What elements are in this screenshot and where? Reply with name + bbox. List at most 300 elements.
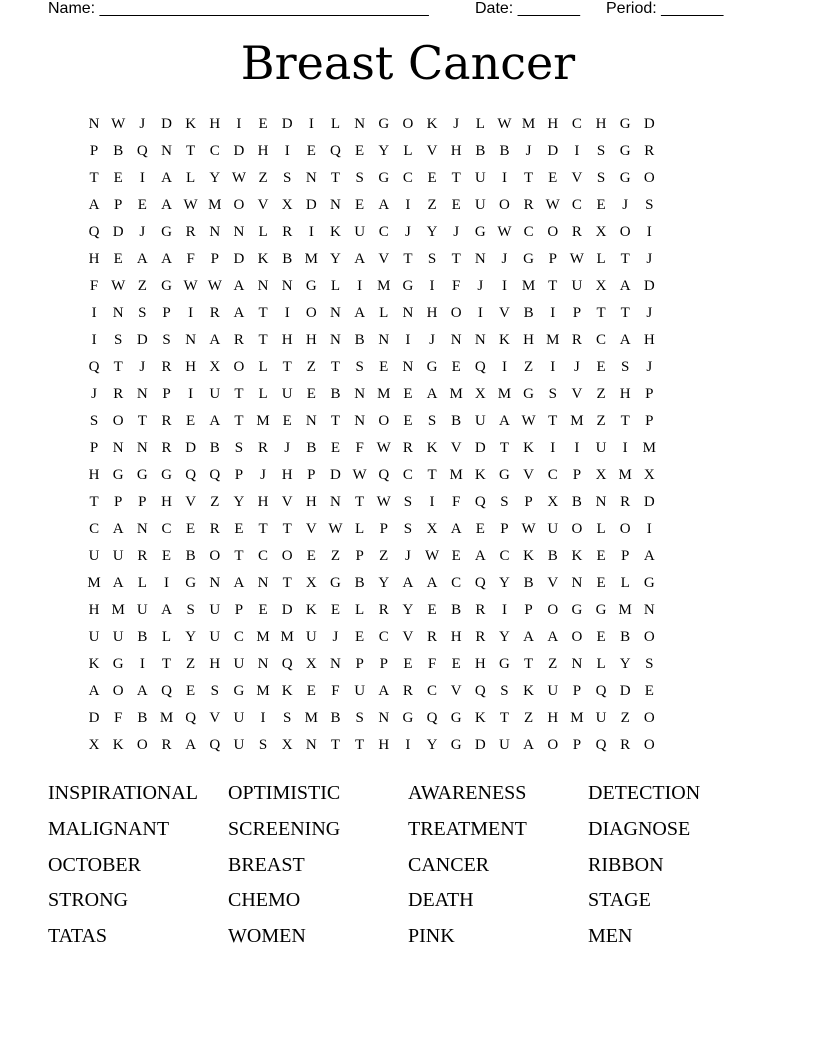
grid-letter[interactable]: I xyxy=(550,305,556,321)
grid-letter[interactable]: B xyxy=(523,575,534,591)
grid-letter[interactable]: C xyxy=(523,224,534,240)
grid-letter[interactable]: O xyxy=(619,521,631,537)
grid-letter[interactable]: A xyxy=(426,575,438,591)
grid-letter[interactable]: X xyxy=(547,494,559,510)
grid-letter[interactable]: Y xyxy=(330,251,341,267)
grid-letter[interactable]: D xyxy=(643,116,655,132)
grid-letter[interactable]: T xyxy=(282,575,292,591)
grid-letter[interactable]: G xyxy=(185,575,197,591)
grid-letter[interactable]: N xyxy=(354,116,366,132)
grid-letter[interactable]: D xyxy=(474,440,486,456)
grid-letter[interactable]: Q xyxy=(209,737,221,753)
grid-letter[interactable]: M xyxy=(449,386,463,402)
grid-letter[interactable]: H xyxy=(209,656,221,672)
grid-letter[interactable]: H xyxy=(281,467,293,483)
grid-letter[interactable]: W xyxy=(231,170,246,186)
grid-letter[interactable]: M xyxy=(546,332,560,348)
grid-letter[interactable]: E xyxy=(113,251,123,267)
grid-letter[interactable]: H xyxy=(305,494,317,510)
grid-letter[interactable]: U xyxy=(233,656,245,672)
grid-letter[interactable]: W xyxy=(497,116,512,132)
grid-letter[interactable]: E xyxy=(475,521,485,537)
grid-letter[interactable]: P xyxy=(645,386,654,402)
grid-letter[interactable]: H xyxy=(88,602,100,618)
grid-letter[interactable]: X xyxy=(209,359,221,375)
grid-letter[interactable]: O xyxy=(547,224,559,240)
grid-letter[interactable]: G xyxy=(499,467,510,483)
grid-letter[interactable]: E xyxy=(282,413,292,429)
grid-letter[interactable]: M xyxy=(256,629,270,645)
grid-letter[interactable]: A xyxy=(354,251,366,267)
grid-letter[interactable]: H xyxy=(547,116,559,132)
grid-letter[interactable]: Q xyxy=(136,143,148,159)
grid-letter[interactable]: A xyxy=(619,278,631,294)
grid-letter[interactable]: A xyxy=(402,575,414,591)
grid-letter[interactable]: Q xyxy=(281,656,293,672)
grid-letter[interactable]: R xyxy=(113,386,124,402)
grid-letter[interactable]: M xyxy=(377,386,391,402)
grid-letter[interactable]: I xyxy=(646,224,652,240)
grid-letter[interactable]: Q xyxy=(378,467,390,483)
grid-letter[interactable]: T xyxy=(548,278,558,294)
grid-letter[interactable]: C xyxy=(402,170,413,186)
grid-letter[interactable]: T xyxy=(620,305,630,321)
grid-letter[interactable]: I xyxy=(284,305,290,321)
grid-letter[interactable]: G xyxy=(402,710,414,726)
grid-letter[interactable]: Y xyxy=(499,575,510,591)
grid-letter[interactable]: P xyxy=(114,494,123,510)
grid-letter[interactable]: R xyxy=(402,440,413,456)
grid-letter[interactable]: E xyxy=(355,629,365,645)
grid-letter[interactable]: S xyxy=(162,332,171,348)
grid-letter[interactable]: P xyxy=(524,602,533,618)
grid-letter[interactable]: U xyxy=(281,386,293,402)
grid-letter[interactable]: B xyxy=(354,575,365,591)
grid-letter[interactable]: A xyxy=(354,305,366,321)
grid-letter[interactable]: G xyxy=(499,656,510,672)
grid-letter[interactable]: E xyxy=(644,683,654,699)
grid-letter[interactable]: J xyxy=(332,629,339,645)
grid-letter[interactable]: U xyxy=(233,737,245,753)
grid-letter[interactable]: R xyxy=(402,683,413,699)
grid-letter[interactable]: R xyxy=(233,332,244,348)
grid-letter[interactable]: A xyxy=(450,521,462,537)
grid-letter[interactable]: E xyxy=(596,359,606,375)
grid-letter[interactable]: Q xyxy=(426,710,438,726)
grid-letter[interactable]: R xyxy=(282,224,293,240)
grid-letter[interactable]: Z xyxy=(330,548,341,564)
grid-letter[interactable]: P xyxy=(645,413,654,429)
grid-letter[interactable]: W xyxy=(207,278,222,294)
grid-letter[interactable]: Z xyxy=(137,278,147,294)
grid-letter[interactable]: E xyxy=(379,359,389,375)
grid-letter[interactable]: I xyxy=(429,494,435,510)
grid-letter[interactable]: M xyxy=(159,710,174,726)
grid-letter[interactable]: T xyxy=(258,332,268,348)
grid-letter[interactable]: L xyxy=(258,224,268,240)
grid-letter[interactable]: G xyxy=(523,386,535,402)
grid-letter[interactable]: X xyxy=(305,575,317,591)
grid-letter[interactable]: G xyxy=(595,602,607,618)
grid-letter[interactable]: I xyxy=(236,116,242,132)
grid-letter[interactable]: X xyxy=(474,386,486,402)
grid-letter[interactable]: M xyxy=(304,251,318,267)
grid-letter[interactable]: N xyxy=(330,656,341,672)
grid-letter[interactable]: O xyxy=(209,548,221,564)
grid-letter[interactable]: V xyxy=(499,305,510,321)
grid-letter[interactable]: L xyxy=(620,575,630,591)
grid-letter[interactable]: N xyxy=(209,575,221,591)
grid-letter[interactable]: O xyxy=(402,116,414,132)
grid-letter[interactable]: W xyxy=(569,251,584,267)
grid-letter[interactable]: U xyxy=(595,440,607,456)
grid-letter[interactable]: T xyxy=(499,440,510,456)
grid-letter[interactable]: N xyxy=(305,413,317,429)
grid-letter[interactable]: Q xyxy=(474,575,486,591)
grid-letter[interactable]: L xyxy=(596,251,606,267)
grid-letter[interactable]: E xyxy=(596,575,606,591)
grid-letter[interactable]: W xyxy=(376,494,391,510)
grid-letter[interactable]: J xyxy=(525,143,532,159)
grid-letter[interactable]: Y xyxy=(378,143,390,159)
grid-letter[interactable]: T xyxy=(258,305,268,321)
grid-letter[interactable]: H xyxy=(474,656,486,672)
grid-letter[interactable]: I xyxy=(91,332,97,348)
grid-letter[interactable]: C xyxy=(451,575,462,591)
grid-letter[interactable]: G xyxy=(112,656,124,672)
grid-letter[interactable]: E xyxy=(234,521,244,537)
grid-letter[interactable]: C xyxy=(233,629,244,645)
grid-letter[interactable]: M xyxy=(256,413,270,429)
grid-letter[interactable]: Y xyxy=(209,170,221,186)
grid-letter[interactable]: A xyxy=(233,305,245,321)
grid-letter[interactable]: U xyxy=(209,386,221,402)
grid-letter[interactable]: S xyxy=(403,521,413,537)
grid-letter[interactable]: Y xyxy=(185,629,197,645)
grid-letter[interactable]: F xyxy=(186,251,195,267)
grid-letter[interactable]: I xyxy=(405,197,411,213)
grid-letter[interactable]: T xyxy=(282,359,292,375)
grid-letter[interactable]: T xyxy=(234,413,244,429)
grid-letter[interactable]: P xyxy=(620,548,630,564)
grid-letter[interactable]: E xyxy=(451,359,461,375)
grid-letter[interactable]: U xyxy=(474,413,486,429)
grid-letter[interactable]: T xyxy=(330,413,341,429)
grid-letter[interactable]: N xyxy=(330,305,341,321)
grid-letter[interactable]: Q xyxy=(474,359,486,375)
grid-letter[interactable]: V xyxy=(305,521,317,537)
grid-letter[interactable]: L xyxy=(258,359,268,375)
grid-letter[interactable]: P xyxy=(572,305,582,321)
grid-letter[interactable]: V xyxy=(257,197,269,213)
grid-letter[interactable]: A xyxy=(185,737,197,753)
grid-letter[interactable]: S xyxy=(645,197,654,213)
grid-letter[interactable]: N xyxy=(305,737,317,753)
grid-letter[interactable]: R xyxy=(571,332,582,348)
grid-letter[interactable]: C xyxy=(378,629,389,645)
grid-letter[interactable]: A xyxy=(161,197,172,213)
grid-letter[interactable]: N xyxy=(450,332,462,348)
grid-letter[interactable]: N xyxy=(354,386,366,402)
grid-letter[interactable]: R xyxy=(137,548,148,564)
grid-letter[interactable]: A xyxy=(88,197,100,213)
grid-letter[interactable]: J xyxy=(260,467,266,483)
grid-letter[interactable]: E xyxy=(355,143,365,159)
grid-letter[interactable]: N xyxy=(571,575,583,591)
grid-letter[interactable]: N xyxy=(378,332,390,348)
grid-letter[interactable]: U xyxy=(88,629,100,645)
grid-letter[interactable]: O xyxy=(643,710,655,726)
grid-letter[interactable]: A xyxy=(643,548,655,564)
grid-letter[interactable]: G xyxy=(474,224,486,240)
grid-letter[interactable]: L xyxy=(475,116,485,132)
grid-letter[interactable]: T xyxy=(137,413,147,429)
grid-letter[interactable]: O xyxy=(571,629,583,645)
grid-letter[interactable]: M xyxy=(521,116,536,132)
grid-letter[interactable]: D xyxy=(136,332,148,348)
grid-letter[interactable]: B xyxy=(330,386,341,402)
grid-letter[interactable]: B xyxy=(620,629,631,645)
grid-letter[interactable]: I xyxy=(574,440,580,456)
grid-letter[interactable]: E xyxy=(330,440,341,456)
grid-letter[interactable]: J xyxy=(453,224,460,240)
grid-letter[interactable]: I xyxy=(550,359,556,375)
grid-letter[interactable]: P xyxy=(89,440,99,456)
grid-letter[interactable]: I xyxy=(501,278,507,294)
grid-letter[interactable]: A xyxy=(161,602,172,618)
grid-letter[interactable]: H xyxy=(257,494,269,510)
grid-letter[interactable]: O xyxy=(643,170,655,186)
grid-letter[interactable]: N xyxy=(161,143,172,159)
grid-letter[interactable]: R xyxy=(620,737,631,753)
grid-letter[interactable]: I xyxy=(308,116,314,132)
grid-letter[interactable]: H xyxy=(88,251,100,267)
grid-letter[interactable]: Z xyxy=(210,494,220,510)
grid-letter[interactable]: K xyxy=(523,683,535,699)
grid-letter[interactable]: I xyxy=(501,602,507,618)
grid-letter[interactable]: S xyxy=(548,386,557,402)
grid-letter[interactable]: W xyxy=(545,197,560,213)
grid-letter[interactable]: O xyxy=(305,305,317,321)
grid-letter[interactable]: A xyxy=(112,521,124,537)
grid-letter[interactable]: T xyxy=(330,359,341,375)
grid-letter[interactable]: V xyxy=(523,467,535,483)
grid-letter[interactable]: O xyxy=(112,413,124,429)
grid-letter[interactable]: G xyxy=(112,467,124,483)
grid-letter[interactable]: R xyxy=(523,197,534,213)
grid-letter[interactable]: B xyxy=(306,440,317,456)
grid-letter[interactable]: M xyxy=(618,467,632,483)
grid-letter[interactable]: K xyxy=(112,737,124,753)
grid-letter[interactable]: X xyxy=(281,737,293,753)
grid-letter[interactable]: H xyxy=(281,332,293,348)
grid-letter[interactable]: N xyxy=(112,440,124,456)
grid-letter[interactable]: V xyxy=(450,683,462,699)
grid-letter[interactable]: G xyxy=(426,359,438,375)
grid-letter[interactable]: F xyxy=(427,656,437,672)
grid-letter[interactable]: G xyxy=(643,575,655,591)
grid-letter[interactable]: G xyxy=(305,278,317,294)
grid-letter[interactable]: U xyxy=(233,710,245,726)
grid-letter[interactable]: I xyxy=(91,305,97,321)
grid-letter[interactable]: U xyxy=(305,629,317,645)
grid-letter[interactable]: U xyxy=(547,521,559,537)
grid-letter[interactable]: N xyxy=(88,116,100,132)
grid-letter[interactable]: G xyxy=(161,278,172,294)
grid-letter[interactable]: D xyxy=(305,197,317,213)
grid-letter[interactable]: C xyxy=(209,143,220,159)
grid-letter[interactable]: W xyxy=(376,440,391,456)
grid-letter[interactable]: K xyxy=(474,467,486,483)
grid-letter[interactable]: N xyxy=(257,656,269,672)
grid-letter[interactable]: L xyxy=(403,143,413,159)
grid-letter[interactable]: U xyxy=(571,278,583,294)
grid-letter[interactable]: W xyxy=(111,278,126,294)
grid-letter[interactable]: R xyxy=(475,602,486,618)
grid-letter[interactable]: T xyxy=(113,359,123,375)
grid-letter[interactable]: N xyxy=(112,305,124,321)
grid-letter[interactable]: R xyxy=(161,413,172,429)
grid-letter[interactable]: Q xyxy=(330,143,341,159)
grid-letter[interactable]: T xyxy=(282,521,292,537)
grid-letter[interactable]: D xyxy=(185,440,197,456)
grid-letter[interactable]: H xyxy=(450,143,462,159)
grid-letter[interactable]: A xyxy=(136,683,148,699)
grid-letter[interactable]: P xyxy=(572,467,582,483)
grid-letter[interactable]: P xyxy=(162,386,171,402)
grid-letter[interactable]: S xyxy=(283,170,292,186)
grid-letter[interactable]: A xyxy=(136,251,148,267)
grid-letter[interactable]: S xyxy=(596,143,606,159)
grid-letter[interactable]: U xyxy=(354,224,366,240)
grid-letter[interactable]: E xyxy=(355,197,365,213)
grid-letter[interactable]: S xyxy=(283,710,292,726)
grid-letter[interactable]: S xyxy=(258,737,268,753)
grid-letter[interactable]: B xyxy=(209,440,220,456)
grid-letter[interactable]: B xyxy=(523,305,534,321)
grid-letter[interactable]: E xyxy=(306,683,316,699)
grid-letter[interactable]: X xyxy=(426,521,438,537)
grid-letter[interactable]: B xyxy=(571,494,582,510)
grid-letter[interactable]: O xyxy=(619,224,631,240)
grid-letter[interactable]: J xyxy=(646,359,653,375)
grid-letter[interactable]: U xyxy=(112,548,124,564)
grid-letter[interactable]: I xyxy=(646,521,652,537)
grid-letter[interactable]: T xyxy=(234,548,244,564)
grid-letter[interactable]: N xyxy=(474,251,486,267)
grid-letter[interactable]: B xyxy=(451,413,462,429)
grid-letter[interactable]: E xyxy=(186,413,196,429)
grid-letter[interactable]: F xyxy=(355,440,364,456)
grid-letter[interactable]: I xyxy=(477,305,483,321)
grid-letter[interactable]: V xyxy=(378,251,390,267)
grid-letter[interactable]: I xyxy=(501,359,507,375)
grid-letter[interactable]: Q xyxy=(474,494,486,510)
grid-letter[interactable]: H xyxy=(378,737,390,753)
grid-letter[interactable]: L xyxy=(596,656,606,672)
grid-letter[interactable]: N xyxy=(136,386,148,402)
grid-letter[interactable]: Q xyxy=(88,359,100,375)
grid-letter[interactable]: O xyxy=(450,305,462,321)
grid-letter[interactable]: I xyxy=(550,440,556,456)
grid-letter[interactable]: S xyxy=(427,251,437,267)
grid-letter[interactable]: Z xyxy=(596,413,606,429)
grid-letter[interactable]: H xyxy=(185,359,197,375)
grid-letter[interactable]: E xyxy=(161,548,172,564)
grid-letter[interactable]: I xyxy=(501,170,507,186)
grid-letter[interactable]: J xyxy=(646,305,653,321)
grid-letter[interactable]: N xyxy=(233,224,245,240)
grid-letter[interactable]: J xyxy=(139,116,146,132)
grid-letter[interactable]: G xyxy=(330,575,341,591)
grid-letter[interactable]: M xyxy=(208,197,222,213)
grid-letter[interactable]: O xyxy=(281,548,293,564)
grid-letter[interactable]: E xyxy=(258,602,268,618)
grid-letter[interactable]: T xyxy=(620,251,630,267)
grid-letter[interactable]: Y xyxy=(619,656,631,672)
grid-letter[interactable]: C xyxy=(402,467,413,483)
grid-letter[interactable]: E xyxy=(258,116,268,132)
grid-letter[interactable]: C xyxy=(596,332,607,348)
grid-letter[interactable]: N xyxy=(378,710,390,726)
grid-letter[interactable]: R xyxy=(161,440,172,456)
grid-letter[interactable]: G xyxy=(523,251,535,267)
grid-letter[interactable]: E xyxy=(596,548,606,564)
grid-letter[interactable]: Y xyxy=(426,737,438,753)
grid-letter[interactable]: T xyxy=(403,251,413,267)
grid-letter[interactable]: O xyxy=(643,737,655,753)
grid-letter[interactable]: L xyxy=(355,521,365,537)
grid-letter[interactable]: H xyxy=(209,116,221,132)
grid-letter[interactable]: O xyxy=(378,413,390,429)
grid-letter[interactable]: I xyxy=(357,278,363,294)
grid-letter[interactable]: V xyxy=(281,494,293,510)
grid-letter[interactable]: E xyxy=(451,656,461,672)
grid-letter[interactable]: C xyxy=(427,683,438,699)
grid-letter[interactable]: V xyxy=(185,494,197,510)
grid-letter[interactable]: S xyxy=(355,170,364,186)
grid-letter[interactable]: B xyxy=(137,710,148,726)
grid-letter[interactable]: X xyxy=(281,197,293,213)
grid-letter[interactable]: I xyxy=(429,278,435,294)
grid-letter[interactable]: C xyxy=(89,521,100,537)
grid-letter[interactable]: S xyxy=(138,305,147,321)
grid-letter[interactable]: Z xyxy=(379,548,389,564)
grid-letter[interactable]: W xyxy=(352,467,367,483)
grid-letter[interactable]: G xyxy=(619,143,631,159)
grid-letter[interactable]: Q xyxy=(595,737,607,753)
grid-letter[interactable]: M xyxy=(570,710,584,726)
grid-letter[interactable]: Y xyxy=(499,629,510,645)
grid-letter[interactable]: H xyxy=(450,629,462,645)
grid-letter[interactable]: E xyxy=(113,170,123,186)
grid-letter[interactable]: V xyxy=(402,629,414,645)
grid-letter[interactable]: U xyxy=(474,197,486,213)
grid-letter[interactable]: E xyxy=(137,197,147,213)
grid-letter[interactable]: T xyxy=(330,170,341,186)
grid-letter[interactable]: A xyxy=(112,575,124,591)
grid-letter[interactable]: P xyxy=(234,602,244,618)
grid-letter[interactable]: G xyxy=(136,467,148,483)
grid-letter[interactable]: R xyxy=(620,494,631,510)
grid-letter[interactable]: Z xyxy=(596,386,606,402)
grid-letter[interactable]: E xyxy=(427,170,437,186)
grid-letter[interactable]: N xyxy=(257,278,269,294)
grid-letter[interactable]: B xyxy=(113,143,124,159)
grid-letter[interactable]: L xyxy=(596,521,606,537)
grid-letter[interactable]: I xyxy=(139,170,145,186)
grid-letter[interactable]: I xyxy=(163,575,169,591)
